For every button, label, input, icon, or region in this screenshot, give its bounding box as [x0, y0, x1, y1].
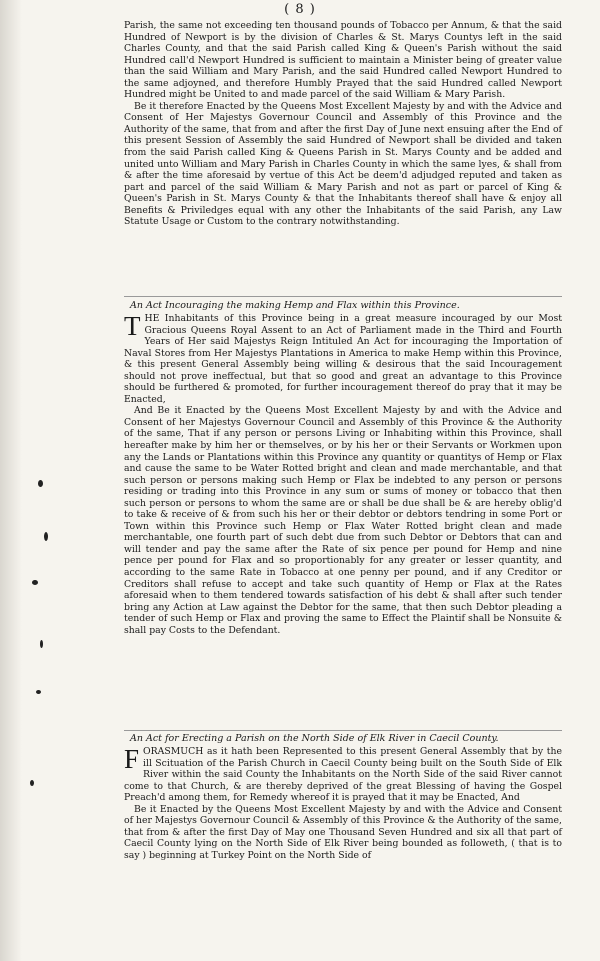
paragraph-text: ORASMUCH as it hath been Represented to this present General Assembly that by the ill Scituation of the Parish Church in Caecil County being built on the South Side of Elk River within the said County the Inhabitants on the North Side of the said River cannot come to that Church, & are thereby deprived of the great Blessing of having the Gospel Preach'd among them, for Remedy whereof it is prayed that it may be Enacted, And [124, 746, 562, 804]
drop-cap: T [124, 311, 141, 341]
ink-speck [36, 690, 41, 694]
section-3-text [124, 746, 562, 861]
ink-speck [32, 580, 38, 585]
paragraph [124, 313, 562, 405]
act-heading-elk-river-parish: An Act for Erecting a Parish on the North Side of Elk River in Caecil County. [130, 733, 499, 744]
ink-speck [40, 640, 43, 648]
section-2-text [124, 313, 562, 636]
ink-speck [30, 780, 34, 786]
paragraph [124, 746, 562, 804]
ink-speck [38, 480, 43, 487]
paragraph: Parish, the same not exceeding ten thousand pounds of Tobacco per Annum, & that the said Hundred of Newport is by the division of Charles & St. Marys Countys left in the said Charles County, and that the said Parish called King & Queen's Parish without the said Hundred call'd Newport Hundred is sufficient to maintain a Minister being of greater value than the said William and Mary Parish, and the said Hundred called Newport Hundred to the same adjoyned, and therefore Humbly Prayed that the said Hundred called Newport Hundred might be United to and made parcel of the said William & Mary Parish. [124, 20, 562, 101]
drop-cap: F [124, 744, 140, 774]
section-divider [124, 296, 562, 297]
binding-gutter [0, 0, 22, 961]
ink-speck [44, 532, 48, 541]
section-divider [124, 730, 562, 731]
paragraph: And Be it Enacted by the Queens Most Excellent Majesty by and with the Advice and Consent of her Majestys Governour Council and Assembly of this Province & the Authority of the same, That if any person or persons Living or Inhabiting within this Province, shall hereafter make by him her or themselves, or by his her or their Servants or Workmen upon any the Lands or Plantations within this Province any quantity or quantitys of Hemp or Flax and cause the same to be Water Rotted bright and clean and made merchantable, and that such person or persons making such Hemp or Flax be indebted to any person or persons residing or trading into this Province in any sum or sums of money or tobacco that then such person or persons to whom the same are or shall be due shall be & are hereby oblig'd to take & receive of & from such his her or their debtor or debtors tendring in some Port or Town within this Province such Hemp or Flax Water Rotted bright clean and made merchantable, one fourth part of such debt due from such Debtor or Debtors that can and will tender and pay the same after the Rate of six pence per pound for Hemp and nine pence per pound for Flax and so proportionably for any greater or lesser quantity, and according to the same Rate in Tobacco at one penny per pound, and if any Creditor or Creditors shall refuse to accept and take such quantity of Hemp or Flax at the Rates aforesaid when to them tendered towards satisfaction of his debt & shall after such tender bring any Action at Law against the Debtor for the same, that then such Debtor pleading a tender of such Hemp or Flax and proving the same to Effect the Plaintif shall be Nonsuite & shall pay Costs to the Defendant. [124, 405, 562, 636]
act-heading-hemp-flax: An Act Incouraging the making Hemp and Flax within this Province. [130, 300, 460, 311]
paragraph: Be it Enacted by the Queens Most Excellent Majesty by and with the Advice and Consent of her Majestys Governour Council & Assembly of this Province & the Authority of the same, that from & after the first Day of May one Thousand Seven Hundred and six all that part of Caecil County lying on the North Side of Elk River being bounded as followeth, ( that is to say ) beginning at Turkey Point on the North Side of [124, 803, 562, 861]
page-number: ( 8 ) [284, 2, 316, 17]
paragraph: Be it therefore Enacted by the Queens Most Excellent Majesty by and with the Advice and Consent of Her Majestys Governour Council and Assembly of this Province and the Authority of the same, that from and after the first Day of June next ensuing after the End of this present Session of Assembly the said Hundred of Newport shall be divided and taken from the said Parish called King & Queens Parish in St. Marys County and be added and united unto William and Mary Parish in Charles County in which the same lyes, & shall from & after the time aforesaid by vertue of this Act be deem'd adjudged reputed and taken as part and parcel of the said William & Mary Parish and not as part or parcel of King & Queen's Parish in St. Marys County & that the Inhabitants thereof shall have & enjoy all Benefits & Priviledges equal with any other the Inhabitants of the said Parish, any Law Statute Usage or Custom to the contrary notwithstanding. [124, 100, 562, 228]
section-1-text [124, 20, 562, 228]
paragraph-text: HE Inhabitants of this Province being in a great measure incouraged by our Most Gracious Queens Royal Assent to an Act of Parliament made in the Third and Fourth Years of Her said Majestys Reign Intituled An Act for incouraging the Importation of Naval Stores from Her Majestys Plantations in America to make Hemp within this Province, & this present General Assembly being willing & desirous that the said Incouragement should not prove ineffectual, but that so good and great an advantage to this Province should be furthered & promoted, for further incouragement thereof do pray that it may be Enacted, [124, 313, 562, 405]
